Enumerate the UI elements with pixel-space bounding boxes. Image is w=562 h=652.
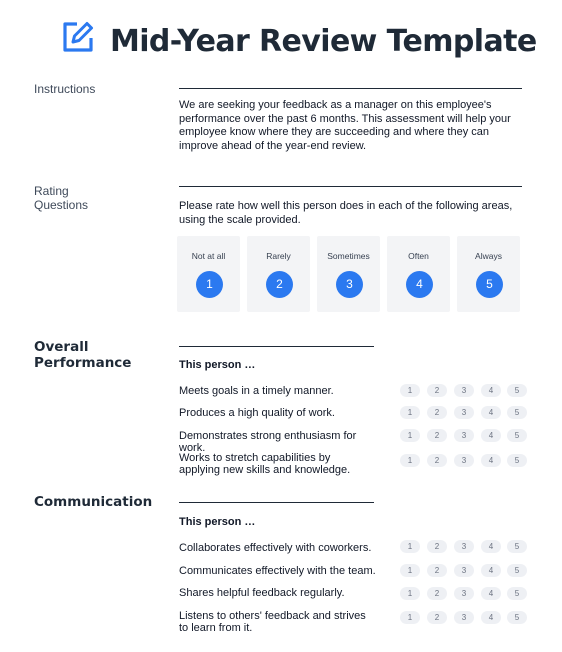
scale-label: Always [475,251,502,261]
rating-option-1[interactable]: 1 [400,540,420,553]
rating-option-5[interactable]: 5 [507,564,527,577]
instructions-label: Instructions [34,82,96,96]
rating-option-5[interactable]: 5 [507,540,527,553]
rating-option-1[interactable]: 1 [400,611,420,624]
rating-option-2[interactable]: 2 [427,587,447,600]
edit-square-icon [60,19,96,55]
scale-label: Rarely [266,251,291,261]
instructions-divider [179,88,522,89]
question-text: Meets goals in a timely manner. [179,385,334,397]
rating-option-1[interactable]: 1 [400,587,420,600]
rating-label-line2: Questions [34,198,89,212]
group-divider [179,346,374,347]
rating-option-5[interactable]: 5 [507,611,527,624]
rating-option-1[interactable]: 1 [400,454,420,467]
scale-label: Not at all [191,251,226,261]
rating-option-4[interactable]: 4 [481,429,501,442]
rating-option-4[interactable]: 4 [481,564,501,577]
group-subhead: This person … [179,516,256,528]
rating-option-4[interactable]: 4 [481,454,501,467]
rating-option-1[interactable]: 1 [400,564,420,577]
rating-option-5[interactable]: 5 [507,587,527,600]
rating-option-2[interactable]: 2 [427,611,447,624]
scale-card-sometimes [317,236,380,312]
rating-option-3[interactable]: 3 [454,429,474,442]
rating-option-2[interactable]: 2 [427,454,447,467]
rating-option-1[interactable]: 1 [400,384,420,397]
group-heading-communication [34,494,152,510]
rating-option-5[interactable]: 5 [507,429,527,442]
rating-label [34,184,88,212]
rating-option-2[interactable]: 2 [427,540,447,553]
scale-number: 2 [266,271,293,298]
question-text: Listens to others' feedback and strives to learn from it. [179,610,366,634]
rating-option-5[interactable]: 5 [507,454,527,467]
rating-option-2[interactable]: 2 [427,429,447,442]
rating-option-4[interactable]: 4 [481,384,501,397]
rating-option-3[interactable]: 3 [454,454,474,467]
scale-number: 1 [196,271,223,298]
rating-text: Please rate how well this person does in each of the following areas, using the scale provided. [179,200,513,226]
group-heading-line2: Performance [34,355,132,371]
rating-option-4[interactable]: 4 [481,540,501,553]
rating-option-2[interactable]: 2 [427,564,447,577]
group-heading-line1: Overall [34,339,89,355]
rating-option-3[interactable]: 3 [454,384,474,397]
question-text: Demonstrates strong enthusiasm for work. [179,430,357,454]
question-text: Shares helpful feedback regularly. [179,587,345,599]
scale-card-always [457,236,520,312]
scale-number: 4 [406,271,433,298]
question-text: Communicates effectively with the team. [179,565,376,577]
group-subhead: This person … [179,359,256,371]
question-text: Works to stretch capabilities by applying new skills and knowledge. [179,452,351,476]
rating-option-3[interactable]: 3 [454,587,474,600]
scale-label: Often [408,251,429,261]
rating-option-3[interactable]: 3 [454,540,474,553]
rating-option-3[interactable]: 3 [454,406,474,419]
group-divider [179,502,374,503]
rating-option-4[interactable]: 4 [481,406,501,419]
scale-card-rarely [247,236,310,312]
rating-option-4[interactable]: 4 [481,587,501,600]
rating-option-5[interactable]: 5 [507,384,527,397]
rating-option-5[interactable]: 5 [507,406,527,419]
question-text: Produces a high quality of work. [179,407,335,419]
group-heading-overall-performance [34,339,131,371]
scale-label: Sometimes [327,251,370,261]
scale-card-not-at-all [177,236,240,312]
scale-number: 5 [476,271,503,298]
rating-label-line1: Rating [34,184,69,198]
question-text: Collaborates effectively with coworkers. [179,542,372,554]
rating-option-3[interactable]: 3 [454,611,474,624]
rating-option-2[interactable]: 2 [427,406,447,419]
rating-divider [179,186,522,187]
scale-number: 3 [336,271,363,298]
rating-option-1[interactable]: 1 [400,406,420,419]
scale-card-often [387,236,450,312]
instructions-text: We are seeking your feedback as a manager on this employee's performance over the past 6 months. This assessment will help your employee know where they are succeeding and where they can improve ahead of the year-end review. [179,99,511,152]
page-title: Mid-Year Review Template [110,24,537,59]
rating-option-4[interactable]: 4 [481,611,501,624]
rating-option-1[interactable]: 1 [400,429,420,442]
group-heading-line1: Communication [34,494,153,510]
rating-option-2[interactable]: 2 [427,384,447,397]
rating-option-3[interactable]: 3 [454,564,474,577]
